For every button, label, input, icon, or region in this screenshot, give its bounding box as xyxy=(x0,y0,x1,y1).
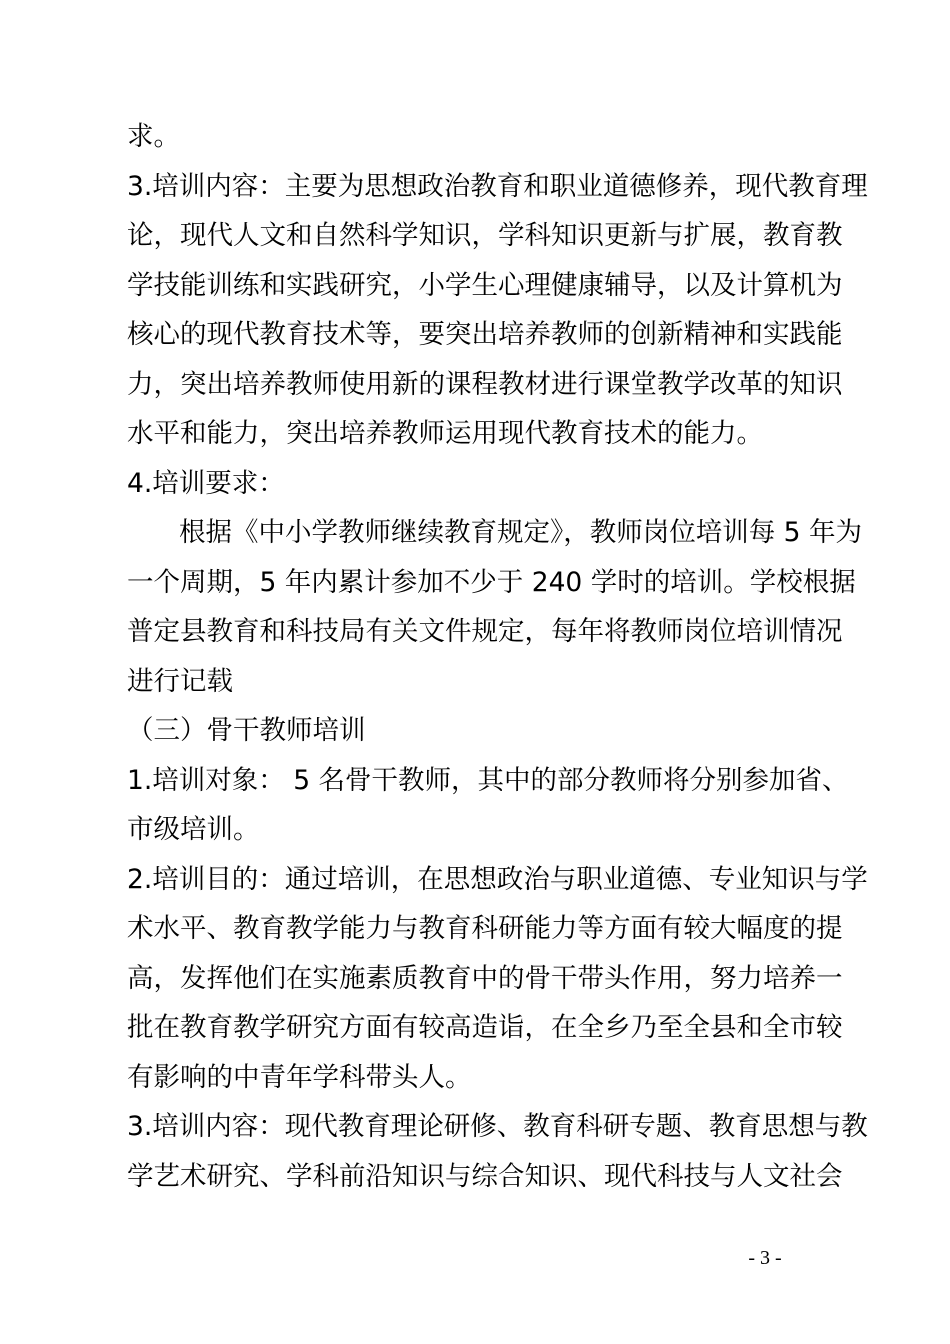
page-number: - 3 - xyxy=(748,1247,782,1269)
text-line: 3.培训内容：现代教育理论研修、教育科研专题、教育思想与教 xyxy=(127,1111,868,1142)
text-line: 批在教育教学研究方面有较高造诣，在全乡乃至全县和全市较 xyxy=(127,1012,843,1043)
text-line: 学技能训练和实践研究，小学生心理健康辅导，以及计算机为 xyxy=(127,269,843,301)
text-line: 水平和能力，突出培养教师运用现代教育技术的能力。 xyxy=(127,418,763,449)
text-line: 有影响的中青年学科带头人。 xyxy=(127,1061,472,1093)
text-line: 求。 xyxy=(127,121,180,152)
text-line: 市级培训。 xyxy=(127,814,260,845)
text-line: 高，发挥他们在实施素质教育中的骨干带头作用，努力培养一 xyxy=(127,962,843,994)
text-line: 3.培训内容：主要为思想政治教育和职业道德修养，现代教育理 xyxy=(127,170,868,202)
text-line: 术水平、教育教学能力与教育科研能力等方面有较大幅度的提 xyxy=(127,913,843,944)
section-heading: （三）骨干教师培训 xyxy=(127,715,366,746)
body-text xyxy=(127,112,868,1201)
text-line: 进行记载 xyxy=(127,665,233,697)
text-line: 根据《中小学教师继续教育规定》，教师岗位培训每 5 年为 xyxy=(179,517,862,548)
text-line: 核心的现代教育技术等，要突出培养教师的创新精神和实践能 xyxy=(127,319,843,350)
section-heading: 4.培训要求： xyxy=(127,467,285,499)
text-line: 力，突出培养教师使用新的课程教材进行课堂教学改革的知识 xyxy=(127,368,843,400)
text-line: 1.培训对象： 5 名骨干教师，其中的部分教师将分别参加省、 xyxy=(127,764,849,796)
text-line: 2.培训目的：通过培训，在思想政治与职业道德、专业知识与学 xyxy=(127,863,868,895)
text-line: 普定县教育和科技局有关文件规定，每年将教师岗位培训情况 xyxy=(127,616,843,647)
text-line: 一个周期，5 年内累计参加不少于 240 学时的培训。学校根据 xyxy=(127,566,856,598)
text-line: 论，现代人文和自然科学知识，学科知识更新与扩展，教育教 xyxy=(127,220,843,251)
text-line: 学艺术研究、学科前沿知识与综合知识、现代科技与人文社会 xyxy=(127,1160,843,1192)
